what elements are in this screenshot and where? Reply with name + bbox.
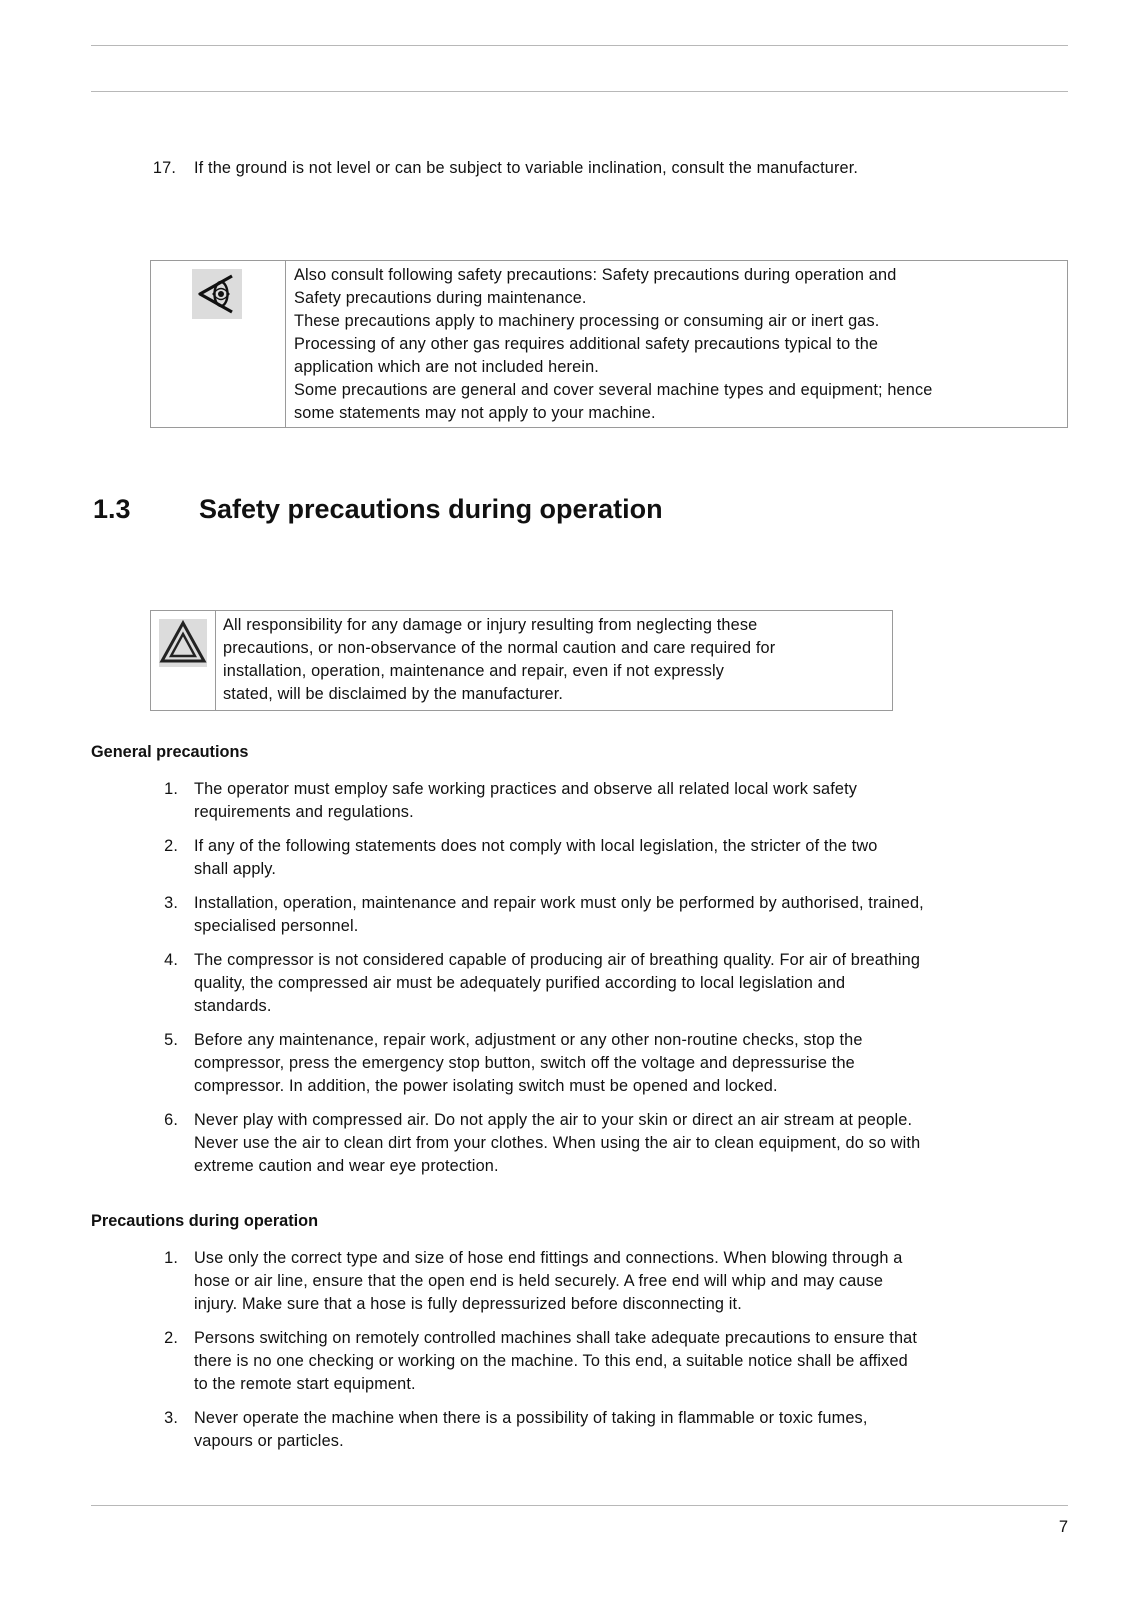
warning-box	[150, 610, 893, 711]
list-item	[0, 1247, 1130, 1316]
note-line: Safety precautions during maintenance.	[294, 289, 587, 307]
list-item	[0, 1407, 1130, 1453]
list-item-line: specialised personnel.	[194, 917, 359, 935]
header-rule-top	[91, 45, 1068, 46]
list-item-line: to the remote start equipment.	[194, 1375, 416, 1393]
list-item-text	[194, 1247, 902, 1316]
list-item-text	[194, 778, 857, 824]
warning-line: stated, will be disclaimed by the manufacturer.	[223, 685, 564, 703]
list-item-number: 3.	[164, 1409, 178, 1427]
list-item-line: Persons switching on remotely controlled machines shall take adequate precautions to ensure that	[194, 1329, 918, 1347]
note-box-text	[294, 264, 932, 425]
footer-rule	[91, 1505, 1068, 1506]
list-item-line: vapours or particles.	[194, 1432, 344, 1450]
list-item-number: 5.	[164, 1031, 178, 1049]
list-item	[0, 892, 1130, 938]
list-item-text	[194, 949, 920, 1018]
list-item	[0, 1109, 1130, 1178]
list-item-line: extreme caution and wear eye protection.	[194, 1157, 499, 1175]
list-item-line: If any of the following statements does not comply with local legislation, the stricter of the two	[194, 837, 878, 855]
list-item-number: 4.	[164, 951, 178, 969]
list-item-line: compressor, press the emergency stop button, switch off the voltage and depressurise the	[194, 1054, 855, 1072]
note-line: Some precautions are general and cover several machine types and equipment; hence	[294, 381, 933, 399]
warning-line: precautions, or non-observance of the normal caution and care required for	[223, 639, 776, 657]
list-item-line: injury. Make sure that a hose is fully depressurized before disconnecting it.	[194, 1295, 742, 1313]
list-item-text	[194, 1407, 868, 1453]
list-item-line: shall apply.	[194, 860, 277, 878]
list-item-line: The operator must employ safe working practices and observe all related local work safety	[194, 780, 858, 798]
note-line: some statements may not apply to your machine.	[294, 404, 656, 422]
note-line: application which are not included herein.	[294, 358, 599, 376]
list-item-number: 17.	[152, 159, 176, 177]
list-item	[0, 1029, 1130, 1098]
list-item	[0, 1327, 1130, 1396]
note-box-icon-cell	[151, 261, 286, 427]
general-precautions-heading: General precautions	[91, 743, 249, 761]
list-item-line: Never use the air to clean dirt from your clothes. When using the air to clean equipment, do so with	[194, 1134, 921, 1152]
list-item-text	[194, 892, 924, 938]
list-item	[0, 949, 1130, 1018]
list-item-line: requirements and regulations.	[194, 803, 414, 821]
list-item-text	[194, 835, 877, 881]
list-item-text: If the ground is not level or can be subject to variable inclination, consult the manufacturer.	[194, 159, 859, 177]
list-item-line: Installation, operation, maintenance and repair work must only be performed by authorised, trained,	[194, 894, 924, 912]
list-item-line: quality, the compressed air must be adequately purified according to local legislation and	[194, 974, 846, 992]
warning-triangle-icon	[159, 619, 207, 667]
list-item-line: compressor. In addition, the power isolating switch must be opened and locked.	[194, 1077, 778, 1095]
warning-line: installation, operation, maintenance and repair, even if not expressly	[223, 662, 725, 680]
list-item-number: 6.	[164, 1111, 178, 1129]
list-item-line: Never play with compressed air. Do not apply the air to your skin or direct an air stream at people.	[194, 1111, 913, 1129]
list-item	[0, 778, 1130, 824]
list-item-line: Before any maintenance, repair work, adjustment or any other non-routine checks, stop the	[194, 1031, 863, 1049]
warning-box-icon-cell	[151, 611, 216, 710]
list-item-number: 3.	[164, 894, 178, 912]
list-item-line: standards.	[194, 997, 272, 1015]
list-item-text	[194, 1029, 863, 1098]
warning-box-text	[223, 614, 775, 706]
list-item-number: 1.	[164, 1249, 178, 1267]
eye-hazard-icon	[192, 269, 242, 319]
list-item	[0, 835, 1130, 881]
note-line: These precautions apply to machinery processing or consuming air or inert gas.	[294, 312, 880, 330]
list-item-line: Never operate the machine when there is a possibility of taking in flammable or toxic fumes,	[194, 1409, 868, 1427]
header-rule-bottom	[91, 91, 1068, 92]
list-item-line: there is no one checking or working on the machine. To this end, a suitable notice shall be affixed	[194, 1352, 908, 1370]
list-item-line: Use only the correct type and size of hose end fittings and connections. When blowing through a	[194, 1249, 903, 1267]
section-number: 1.3	[93, 494, 131, 524]
list-item-line: hose or air line, ensure that the open end is held securely. A free end will whip and may cause	[194, 1272, 884, 1290]
list-item-line: The compressor is not considered capable of producing air of breathing quality. For air of breathing	[194, 951, 921, 969]
list-item-number: 2.	[164, 1329, 178, 1347]
operation-precautions-heading: Precautions during operation	[91, 1212, 319, 1230]
list-item-text	[194, 1327, 917, 1396]
list-item-number: 2.	[164, 837, 178, 855]
note-box	[150, 260, 1068, 428]
section-title: Safety precautions during operation	[199, 494, 663, 524]
note-line: Also consult following safety precautions: Safety precautions during operation and	[294, 266, 897, 284]
warning-line: All responsibility for any damage or injury resulting from neglecting these	[223, 616, 758, 634]
page-number: 7	[1058, 1518, 1068, 1536]
list-item-17	[0, 157, 1130, 181]
note-line: Processing of any other gas requires additional safety precautions typical to the	[294, 335, 879, 353]
list-item-text	[194, 1109, 920, 1178]
list-item-number: 1.	[164, 780, 178, 798]
